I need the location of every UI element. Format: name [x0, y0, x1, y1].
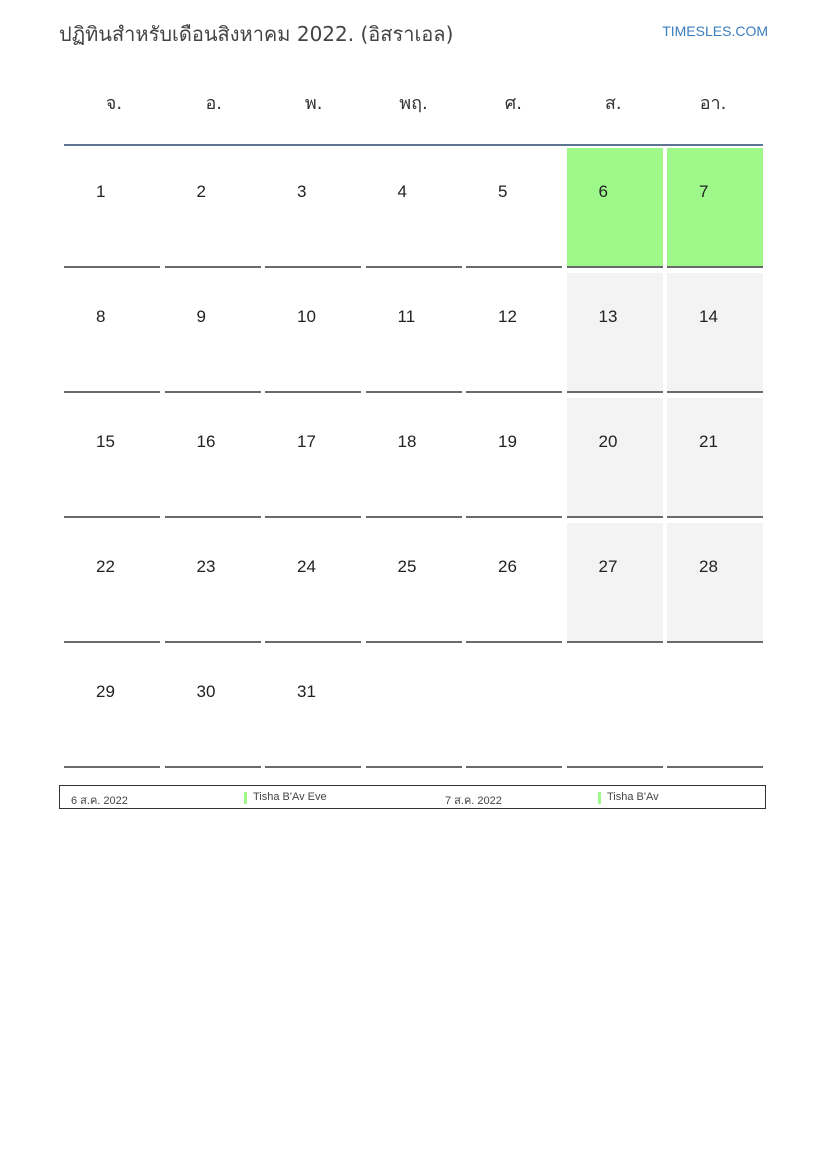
calendar-day-cell[interactable]	[265, 273, 361, 393]
legend-color-marker	[244, 792, 247, 804]
calendar-day-cell[interactable]	[567, 648, 663, 768]
calendar-day-cell[interactable]	[667, 648, 763, 768]
page-title: ปฏิทินสำหรับเดือนสิงหาคม 2022. (อิสราเอล)	[59, 22, 454, 46]
day-number: 6	[598, 182, 608, 201]
day-number: 2	[196, 182, 206, 201]
calendar-day-cell[interactable]	[165, 148, 261, 268]
site-link[interactable]: TIMESLES.COM	[662, 23, 768, 39]
calendar-day-cell[interactable]	[265, 648, 361, 768]
day-number: 28	[699, 557, 718, 576]
legend-date: 6 ส.ค. 2022	[71, 795, 128, 807]
day-number: 30	[196, 682, 216, 701]
calendar-day-cell[interactable]	[667, 523, 763, 643]
day-number: 23	[196, 557, 216, 576]
calendar-day-cell[interactable]	[466, 148, 562, 268]
calendar-day-cell[interactable]	[165, 648, 261, 768]
day-number: 19	[498, 432, 517, 451]
calendar-day-cell[interactable]	[64, 273, 160, 393]
day-number: 31	[297, 682, 316, 701]
calendar-day-cell[interactable]	[366, 523, 462, 643]
weekday-header	[64, 84, 763, 146]
holiday-legend	[59, 785, 766, 809]
weekday-label: พ.	[304, 93, 323, 114]
calendar-day-cell[interactable]	[265, 148, 361, 268]
legend-date: 7 ส.ค. 2022	[445, 795, 502, 807]
calendar-day-cell[interactable]	[265, 398, 361, 518]
calendar-day-cell[interactable]	[366, 148, 462, 268]
day-number: 11	[397, 307, 416, 326]
day-number: 26	[498, 557, 517, 576]
calendar-grid	[64, 148, 763, 768]
legend-color-marker	[598, 792, 601, 804]
day-number: 22	[96, 557, 115, 576]
legend-holiday-name: Tisha B'Av Eve	[253, 791, 327, 803]
day-number: 7	[699, 182, 709, 201]
weekday-label: จ.	[105, 93, 123, 114]
calendar-day-cell[interactable]	[466, 523, 562, 643]
day-number: 1	[96, 182, 106, 201]
calendar-day-cell[interactable]	[64, 398, 160, 518]
day-number: 15	[96, 432, 115, 451]
day-number: 3	[297, 182, 307, 201]
calendar-day-cell[interactable]	[667, 398, 763, 518]
calendar-day-cell[interactable]	[667, 273, 763, 393]
day-number: 21	[699, 432, 718, 451]
calendar-day-cell[interactable]	[64, 148, 160, 268]
day-number: 29	[96, 682, 115, 701]
calendar-day-cell[interactable]	[466, 273, 562, 393]
calendar-day-cell[interactable]	[64, 648, 160, 768]
day-number: 14	[699, 307, 718, 326]
day-number: 24	[297, 557, 316, 576]
day-number: 25	[397, 557, 417, 576]
day-number: 13	[598, 307, 618, 326]
day-number: 20	[598, 432, 618, 451]
weekday-label: อ.	[205, 93, 223, 114]
calendar-day-cell[interactable]	[366, 398, 462, 518]
calendar-day-cell[interactable]	[165, 398, 261, 518]
calendar-day-cell[interactable]	[567, 148, 663, 268]
calendar-day-cell[interactable]	[165, 273, 261, 393]
weekday-label: ส.	[604, 93, 622, 114]
day-number: 4	[397, 182, 407, 201]
calendar-day-cell[interactable]	[366, 648, 462, 768]
day-number: 9	[196, 307, 206, 326]
calendar-day-cell[interactable]	[667, 148, 763, 268]
day-number: 8	[96, 307, 106, 326]
calendar-day-cell[interactable]	[165, 523, 261, 643]
calendar-day-cell[interactable]	[265, 523, 361, 643]
day-number: 27	[598, 557, 618, 576]
weekday-label: พฤ.	[399, 93, 428, 114]
day-number: 18	[397, 432, 417, 451]
day-number: 10	[297, 307, 316, 326]
calendar-day-cell[interactable]	[466, 648, 562, 768]
calendar-day-cell[interactable]	[567, 398, 663, 518]
day-number: 16	[196, 432, 216, 451]
calendar-day-cell[interactable]	[366, 273, 462, 393]
calendar-day-cell[interactable]	[567, 273, 663, 393]
day-number: 5	[498, 182, 508, 201]
calendar-day-cell[interactable]	[64, 523, 160, 643]
day-number: 12	[498, 307, 517, 326]
legend-holiday-name: Tisha B'Av	[607, 791, 659, 803]
calendar-day-cell[interactable]	[567, 523, 663, 643]
day-number: 17	[297, 432, 316, 451]
weekday-label: อา.	[699, 93, 727, 114]
calendar-day-cell[interactable]	[466, 398, 562, 518]
weekday-label: ศ.	[504, 93, 522, 114]
